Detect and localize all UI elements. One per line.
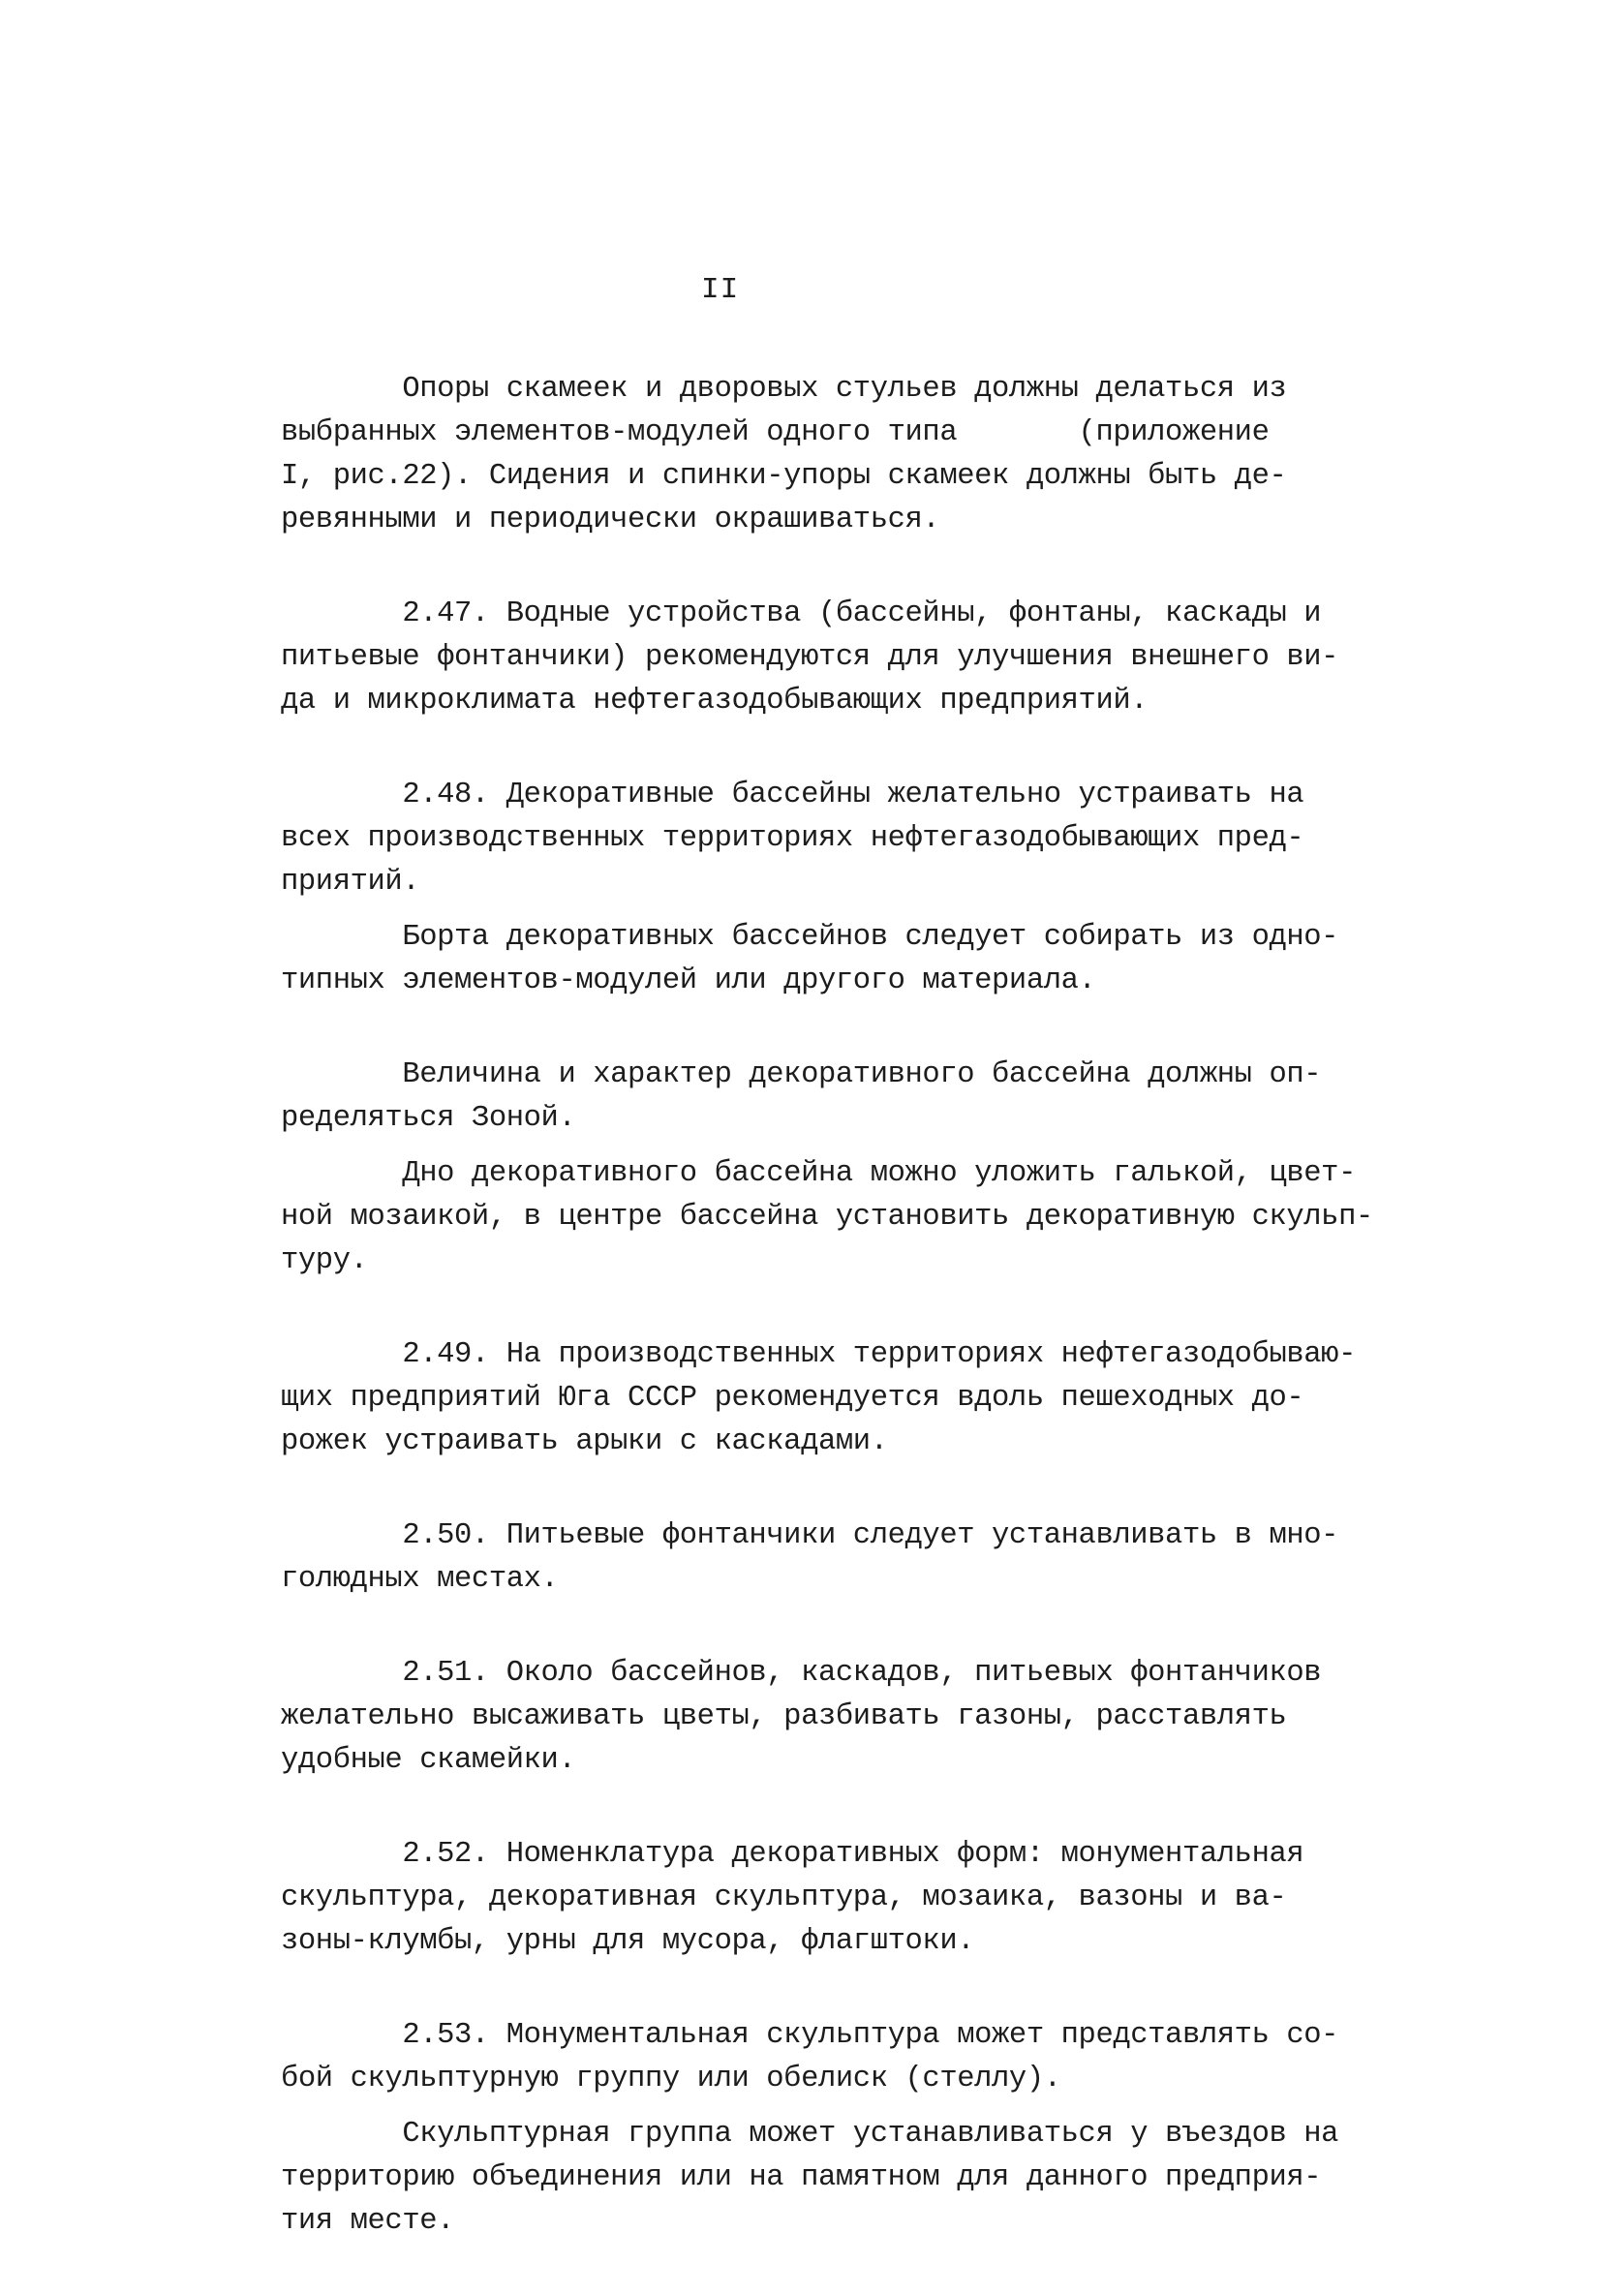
text-line: 2.51. Около бассейнов, каскадов, питьевых фонтанчиков <box>281 1657 1322 1690</box>
text-line: туру. <box>281 1244 368 1277</box>
text-line: рожек устраивать арыки с каскадами. <box>281 1425 888 1458</box>
paragraph <box>281 1054 1361 1141</box>
text-line: 2.48. Декоративные бассейны желательно устраивать на <box>281 779 1304 811</box>
text-line: желательно высаживать цветы, разбивать газоны, расставлять <box>281 1700 1287 1733</box>
text-line: Борта декоративных бассейнов следует собирать из одно- <box>281 921 1339 954</box>
text-line: щих предприятий Юга СССР рекомендуется вдоль пешеходных до- <box>281 1382 1304 1415</box>
text-line: ной мозаикой, в центре бассейна установить декоративную скульп- <box>281 1201 1373 1234</box>
text-line: голюдных местах. <box>281 1563 559 1596</box>
text-line: типных элементов-модулей или другого материала. <box>281 964 1096 997</box>
text-line: приятий. <box>281 866 420 899</box>
text-line: 2.52. Номенклатура декоративных форм: монументальная <box>281 1838 1304 1871</box>
paragraph <box>281 368 1361 542</box>
document-body <box>281 368 1373 2294</box>
paragraph <box>281 1833 1361 1964</box>
paragraph <box>281 1652 1361 1783</box>
text-line: бой скульптурную группу или обелиск (стеллу). <box>281 2063 1061 2095</box>
text-line: ределяться Зоной. <box>281 1102 576 1135</box>
text-line: 2.50. Питьевые фонтанчики следует устанавливать в мно- <box>281 1519 1339 1552</box>
text-line: питьевые фонтанчики) рекомендуются для улучшения внешнего ви- <box>281 641 1339 674</box>
text-line: 2.49. На производственных территориях нефтегазодобываю- <box>281 1338 1356 1371</box>
paragraph <box>281 1514 1361 1602</box>
text-line: Дно декоративного бассейна можно уложить галькой, цвет- <box>281 1157 1356 1190</box>
text-line: да и микроклимата нефтегазодобывающих предприятий. <box>281 685 1149 718</box>
paragraph <box>281 916 1361 1003</box>
paragraph <box>281 1333 1361 1464</box>
paragraph <box>281 1152 1373 1283</box>
text-line: ревянными и периодически окрашиваться. <box>281 504 940 536</box>
paragraph <box>281 2113 1361 2244</box>
text-line: территорию объединения или на памятном для данного предприя- <box>281 2161 1322 2194</box>
text-line: скульптура, декоративная скульптура, мозаика, вазоны и ва- <box>281 1881 1287 1914</box>
page-number: II <box>701 273 740 307</box>
paragraph <box>281 593 1361 723</box>
text-line: тия месте. <box>281 2205 455 2238</box>
paragraph <box>281 2014 1361 2101</box>
text-line: выбранных элементов-модулей одного типа (приложение <box>281 416 1270 449</box>
paragraph <box>281 774 1361 904</box>
text-line: всех производственных территориях нефтегазодобывающих пред- <box>281 822 1304 855</box>
text-line: Скульптурная группа может устанавливаться у въездов на <box>281 2118 1339 2151</box>
text-line: зоны-клумбы, урны для мусора, флагштоки. <box>281 1925 975 1958</box>
text-line: 2.47. Водные устройства (бассейны, фонтаны, каскады и <box>281 597 1322 630</box>
text-line: I, рис.22). Сидения и спинки-упоры скамеек должны быть де- <box>281 460 1287 493</box>
text-line: Опоры скамеек и дворовых стульев должны делаться из <box>281 373 1287 406</box>
text-line: 2.53. Монументальная скульптура может представлять со- <box>281 2019 1339 2052</box>
text-line: Величина и характер декоративного бассейна должны оп- <box>281 1058 1322 1091</box>
text-line: удобные скамейки. <box>281 1744 576 1777</box>
